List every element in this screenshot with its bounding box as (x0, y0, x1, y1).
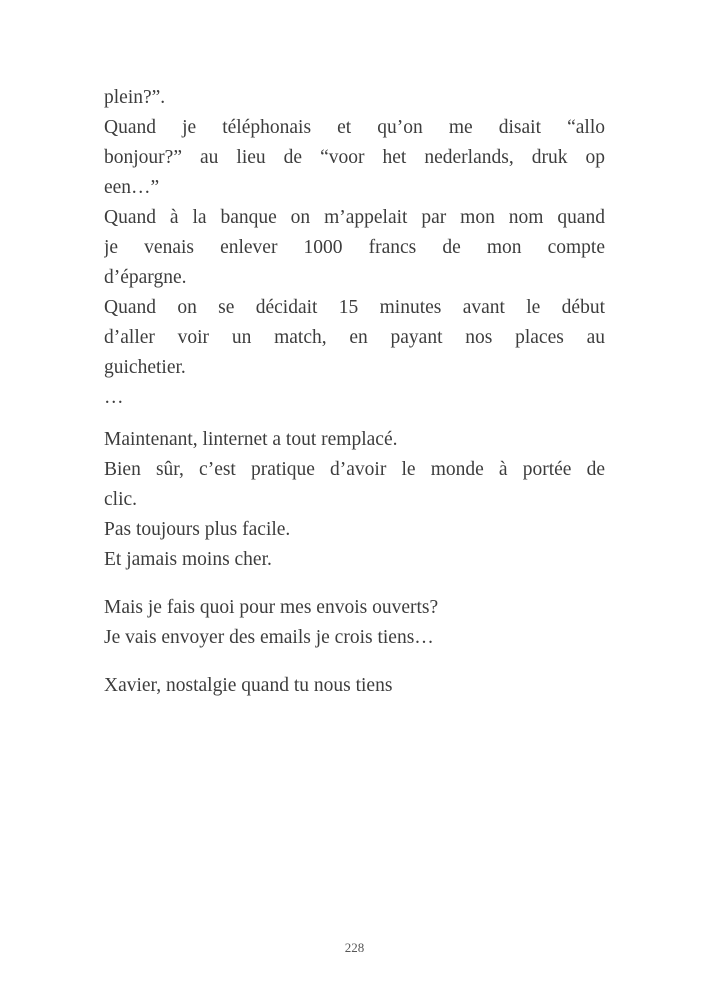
text-block (104, 83, 605, 701)
text-line: clic. (104, 489, 138, 510)
text-line: Xavier, nostalgie quand tu nous tiens (104, 675, 393, 696)
paragraph (104, 113, 605, 203)
text-line: guichetier. (104, 357, 186, 378)
text-line: plein?”. (104, 87, 166, 108)
text-line: Et jamais moins cher. (104, 549, 272, 570)
paragraph (104, 425, 605, 455)
text-line: een…” (104, 177, 160, 198)
page-number: 228 (344, 940, 365, 955)
paragraph (104, 455, 605, 515)
paragraph (104, 383, 605, 413)
text-line: je venais enlever 1000 francs de mon compte (104, 237, 605, 258)
text-line: Mais je fais quoi pour mes envois ouverts? (104, 597, 439, 618)
paragraph (104, 593, 605, 623)
paragraph (104, 293, 605, 383)
text-line: d’épargne. (104, 267, 187, 288)
text-line: Quand on se décidait 15 minutes avant le début (104, 297, 605, 318)
text-line: Quand je téléphonais et qu’on me disait “allo (104, 117, 605, 138)
text-line: Quand à la banque on m’appelait par mon nom quand (104, 207, 605, 228)
paragraph (104, 83, 605, 113)
paragraph (104, 623, 605, 653)
text-line: … (104, 387, 124, 408)
text-line: Je vais envoyer des emails je crois tiens… (104, 627, 434, 648)
paragraph-group (104, 83, 605, 413)
text-line: Bien sûr, c’est pratique d’avoir le monde à portée de (104, 459, 605, 480)
paragraph-group (104, 593, 605, 653)
text-line: bonjour?” au lieu de “voor het nederlands, druk op (104, 147, 605, 168)
text-line: d’aller voir un match, en payant nos places au (104, 327, 605, 348)
paragraph-group (104, 671, 605, 701)
paragraph-group (104, 425, 605, 575)
text-line: Maintenant, linternet a tout remplacé. (104, 429, 398, 450)
paragraph (104, 203, 605, 293)
paragraph (104, 515, 605, 545)
paragraph (104, 545, 605, 575)
paragraph (104, 671, 605, 701)
text-line: Pas toujours plus facile. (104, 519, 291, 540)
